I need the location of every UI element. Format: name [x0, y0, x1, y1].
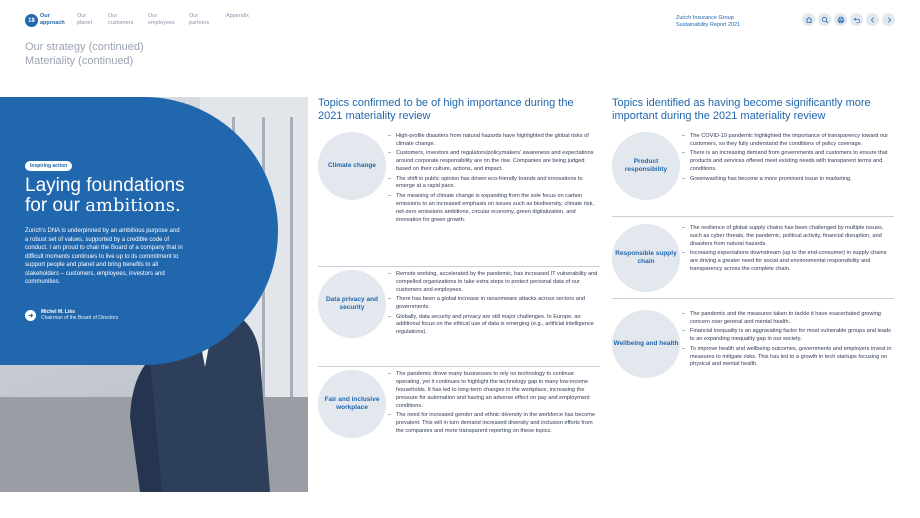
quote-role: Chairman of the Board of Directors	[41, 315, 119, 321]
topic-data-privacy-and-security: Data privacy and security	[318, 270, 386, 338]
left-column-heading: Topics confirmed to be of high importance during the 2021 materiality review	[318, 97, 574, 122]
quote-name: Michel M. Liès	[41, 309, 75, 315]
divider	[612, 298, 894, 299]
hero-headline-prefix: for our	[25, 195, 86, 216]
nav-item-our-partners[interactable]: Our partners	[189, 13, 210, 26]
list-item: – There has been a global increase in ransomware attacks across sectors and governments.	[388, 296, 600, 312]
list-item: – There is an increasing demand from governments and customers to ensure that products and services offered meet existing needs with transparent terms and conditions.	[682, 150, 894, 174]
divider	[318, 266, 600, 267]
page-title-line-1: Our strategy (continued)	[25, 41, 144, 53]
report-title: Zurich Insurance Group Sustainability Report 2021	[676, 15, 741, 28]
home-icon[interactable]	[802, 13, 815, 26]
list-item: – Financial inequality is an aggravating factor for most vulnerable groups and leads to an expanding inequality gap in our society.	[682, 328, 894, 344]
topic-fair-and-inclusive-workplace: Fair and inclusive workplace	[318, 370, 386, 438]
data-privacy-bullets	[388, 271, 600, 339]
list-item: – The pandemic and the measures taken to tackle it have exacerbated growing concern over general and mental health.	[682, 311, 894, 327]
list-item: – To improve health and wellbeing outcomes, governments and employers invest in measures to mitigate risks. This has led to a growth in tech startups focusing on physical and mental health.	[682, 346, 894, 370]
topic-product-responsibility: Product responsibility	[612, 132, 680, 200]
list-item: – The shift in public opinion has driven eco-friendly brands and innovations to emerge at a rapid pace.	[388, 176, 600, 192]
list-item: – Remote working, accelerated by the pandemic, has increased IT vulnerability and compelled organizations to take extra steps to protect personal data of our customers and employees.	[388, 271, 600, 295]
list-item: – Greenwashing has become a more prominent issue in marketing.	[682, 176, 894, 184]
nav-item-appendix[interactable]: Appendix	[226, 13, 249, 19]
hero-headline-line-1: Laying foundations	[25, 175, 185, 196]
top-navigation	[0, 0, 920, 36]
list-item: – High-profile disasters from natural hazards have highlighted the global risks of climate change.	[388, 133, 600, 149]
page-title-line-2: Materiality (continued)	[25, 55, 134, 67]
hero-headline	[25, 176, 225, 216]
supply-chain-bullets	[682, 225, 894, 275]
right-column-heading: Topics identified as having become significantly more important during the 2021 materiality review	[612, 97, 871, 122]
topic-responsible-supply-chain: Responsible supply chain	[612, 224, 680, 292]
page-title	[25, 40, 144, 68]
inspiring-action-tag: Inspiring action	[25, 161, 72, 171]
print-icon[interactable]	[834, 13, 847, 26]
divider	[318, 366, 600, 367]
list-item: – Customers, investors and regulators/policymakers' awareness and expectations around corporate responsibility are on the rise. Companies are being judged based on their culture, actions, and impact.	[388, 150, 600, 174]
previous-page-icon[interactable]	[866, 13, 879, 26]
nav-item-our-approach[interactable]: Our approach	[40, 13, 65, 26]
fair-workplace-bullets	[388, 371, 600, 437]
list-item: – The resilience of global supply chains has been challenged by multiple issues, such as cyber threats, the pandemic, political activity, financial disruption, and disasters from natural hazards.	[682, 225, 894, 249]
search-icon[interactable]	[818, 13, 831, 26]
topic-wellbeing-and-health: Wellbeing and health	[612, 310, 680, 378]
list-item: – The meaning of climate change is expanding from the sole focus on carbon emissions to an increased emphasis on issues such as biodiversity, climate risk, net-zero emissions ambitions, circular economy, green digitalization, and innovation for green growth.	[388, 193, 600, 225]
hero-intro-text: Zurich's DNA is underpinned by an ambitious purpose and a robust set of values, supported by a credible code of conduct. I am proud to chair the Board of a company that in difficult moments continues to live up to its commitment to support people and planet and bring benefits to all stakeholders – customers, employees, investors and communities.	[25, 228, 183, 285]
hero-headline-line-2	[25, 196, 225, 216]
nav-item-our-planet[interactable]: Our planet	[77, 13, 92, 26]
list-item: – Increasing expectations downstream (up to the end-consumer) in supply chains are driving a greater need for social and environmental responsibility and transparency across the complete chain.	[682, 250, 894, 274]
list-item: – The pandemic drove many businesses to rely on technology to continue operating, yet it continues to highlight the technology gap in many low-income households. It has led to long-term changes in the workplace, increasing the pressure for automation and having an adverse effect on pay and employment conditions.	[388, 371, 600, 411]
list-item: – The COVID-19 pandemic highlighted the importance of transparency toward our customers, so they fully understand the conditions of policy coverage.	[682, 133, 894, 149]
back-icon[interactable]	[850, 13, 863, 26]
list-item: – Globally, data security and privacy are still major challenges. In Europe, an additional focus on the ethical use of data is emerging (e.g., artificial intelligence regulations).	[388, 314, 600, 338]
wellbeing-bullets	[682, 311, 894, 371]
product-responsibility-bullets	[682, 133, 894, 185]
list-item: – The need for increased gender and ethnic diversity in the workforce has become prevalent. This will in turn demand increased diversity and inclusion efforts from the companies and more transparent reporting on these topics.	[388, 412, 600, 436]
arrow-right-icon[interactable]	[25, 310, 36, 321]
divider	[612, 216, 894, 217]
climate-change-bullets	[388, 133, 600, 226]
page-number-badge: 18	[25, 14, 38, 27]
quote-attribution[interactable]	[25, 309, 118, 321]
next-page-icon[interactable]	[882, 13, 895, 26]
nav-item-our-customers[interactable]: Our customers	[108, 13, 134, 26]
hero-headline-serif: ambitions.	[85, 195, 181, 216]
topic-climate-change: Climate change	[318, 132, 386, 200]
nav-item-our-employees[interactable]: Our employees	[148, 13, 175, 26]
